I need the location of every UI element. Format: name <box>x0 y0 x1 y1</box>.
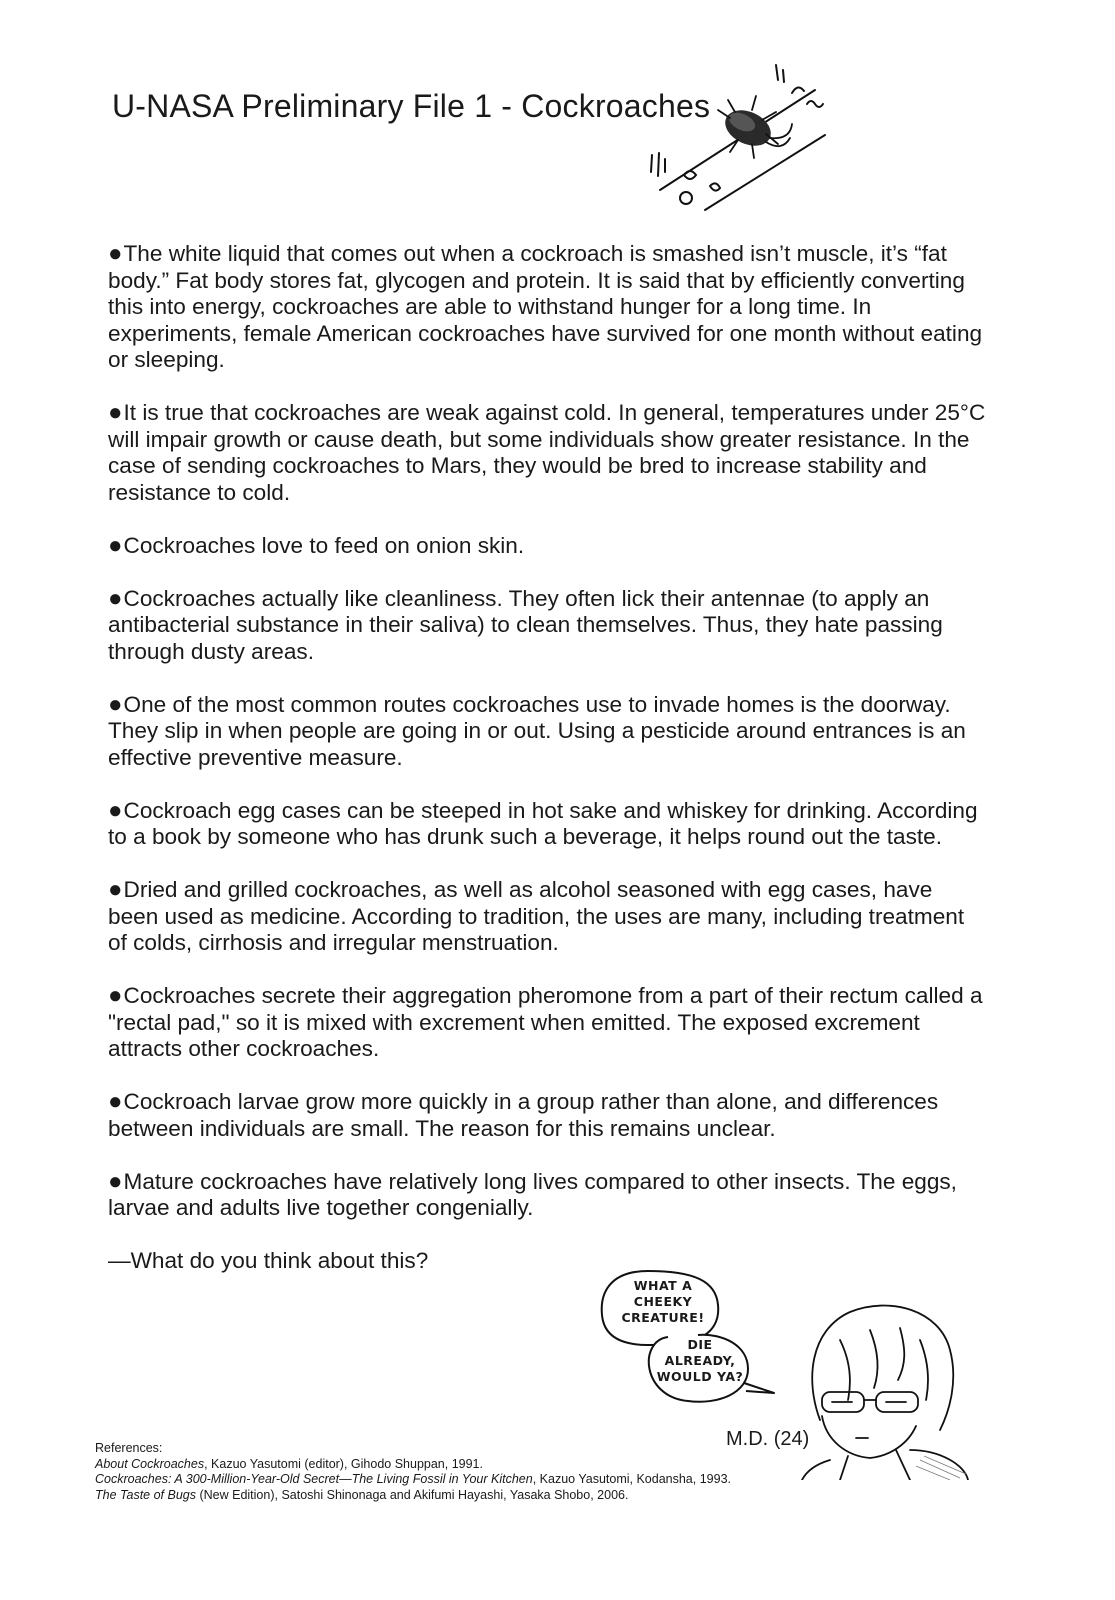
fact-item: ●One of the most common routes cockroaches use to invade homes is the doorway. They slip in when people are going in or out. Using a pesticide around entrances is an effective preventive measure. <box>108 690 966 770</box>
bullet-icon: ● <box>108 584 123 612</box>
fact-item: ●Cockroach larvae grow more quickly in a group rather than alone, and differences between individuals are small. The reason for this remains unclear. <box>108 1088 939 1141</box>
references-heading: References: <box>95 1441 163 1455</box>
speech-line-2: DIE ALREADY, WOULD YA? <box>656 1337 744 1384</box>
facts-list <box>108 241 988 1275</box>
character-illustration <box>800 1300 970 1480</box>
fact-item: ●Mature cockroaches have relatively long lives compared to other insects. The eggs, larvae and adults live together congenially. <box>108 1167 957 1220</box>
reference-item: The Taste of Bugs (New Edition), Satoshi Shinonaga and Akifumi Hayashi, Yasaka Shobo, 2006. <box>95 1487 629 1502</box>
fact-item: ●Cockroaches actually like cleanliness. They often lick their antennae (to apply an antibacterial substance in their saliva) to clean themselves. Thus, they hate passing through dusty areas. <box>108 584 943 664</box>
bullet-icon: ● <box>108 531 123 559</box>
bullet-icon: ● <box>108 796 123 824</box>
cockroach-illustration <box>640 60 840 230</box>
closing-question: —What do you think about this? <box>108 1248 429 1273</box>
fact-item: ●Dried and grilled cockroaches, as well as alcohol seasoned with egg cases, have been used as medicine. According to tradition, the uses are many, including treatment of colds, cirrhosis and irregular menstruation. <box>108 876 965 955</box>
fact-item: ●Cockroach egg cases can be steeped in hot sake and whiskey for drinking. According to a book by someone who has drunk such a beverage, it helps round out the taste. <box>108 796 978 849</box>
fact-item: ●Cockroaches love to feed on onion skin. <box>108 531 525 559</box>
references <box>95 1441 731 1503</box>
character-label: M.D. (24) <box>726 1428 810 1450</box>
bullet-icon: ● <box>108 876 123 903</box>
fact-item: ●The white liquid that comes out when a cockroach is smashed isn’t muscle, it’s “fat body.” Fat body stores fat, glycogen and protein. It is said that by efficiently converting this into energy, cockroaches are able to withstand hunger for a long time. In experiments, female American cockroaches have survived for one month without eating or sleeping. <box>108 240 983 372</box>
reference-item: About Cockroaches, Kazuo Yasutomi (editor), Gihodo Shuppan, 1991. <box>95 1456 483 1471</box>
page-title: U-NASA Preliminary File 1 - Cockroaches <box>112 88 711 124</box>
bullet-icon: ● <box>108 1167 123 1195</box>
bullet-icon: ● <box>108 1088 123 1115</box>
reference-item: Cockroaches: A 300-Million-Year-Old Secret—The Living Fossil in Your Kitchen, Kazuo Yasutomi, Kodansha, 1993. <box>95 1472 731 1486</box>
bullet-icon: ● <box>108 690 123 718</box>
fact-item: ●Cockroaches secrete their aggregation pheromone from a part of their rectum called a "rectal pad," so it is mixed with excrement when emitted. The exposed excrement attracts other cockroaches. <box>108 982 983 1061</box>
fact-item: ●It is true that cockroaches are weak against cold. In general, temperatures under 25°C will impair growth or cause death, but some individuals show greater resistance. In the case of sending cockroaches to Mars, they would be bred to increase stability and resistance to cold. <box>108 399 986 505</box>
bullet-icon: ● <box>108 982 123 1009</box>
speech-line-1: WHAT A CHEEKY CREATURE! <box>621 1278 705 1325</box>
bullet-icon: ● <box>108 399 123 426</box>
bullet-icon: ● <box>108 240 123 267</box>
